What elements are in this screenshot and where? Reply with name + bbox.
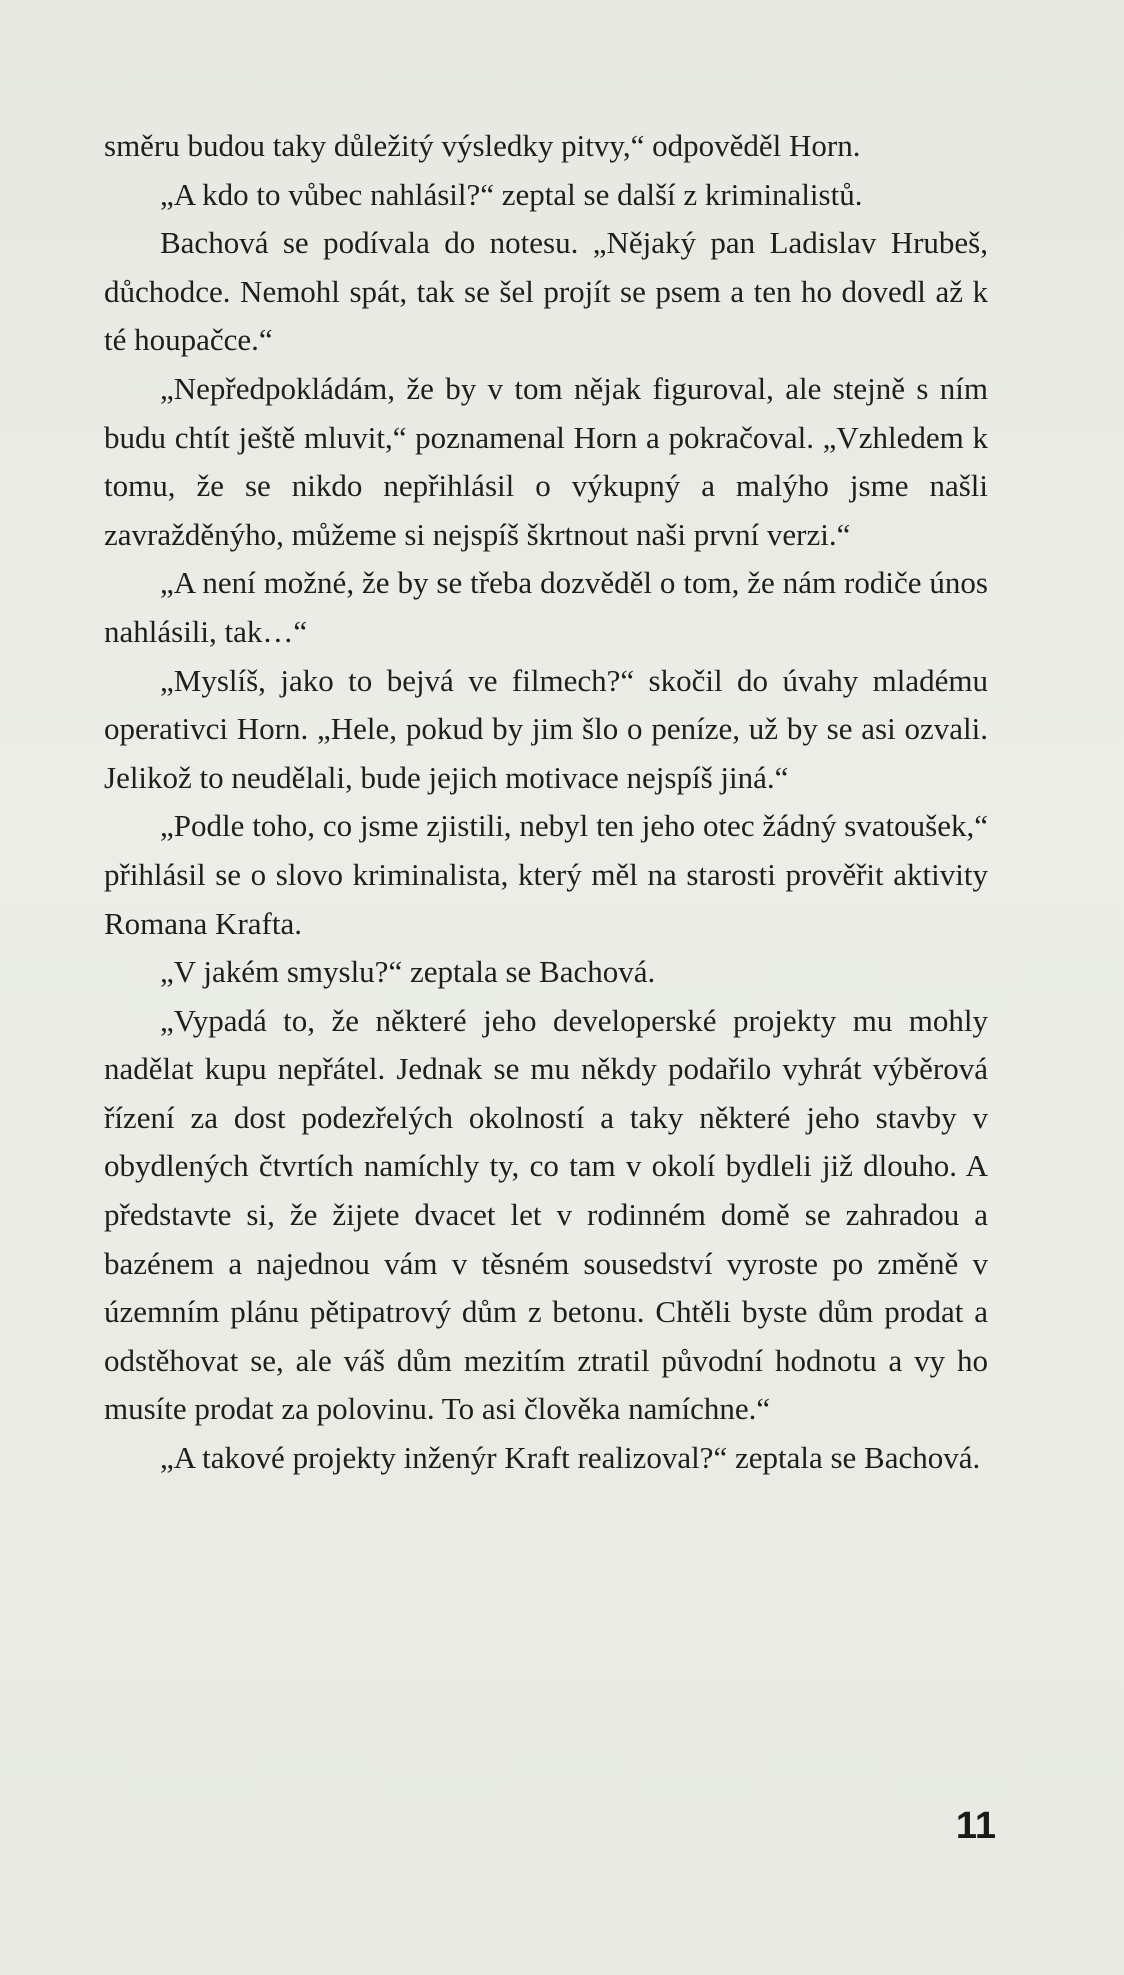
body-text (104, 122, 988, 1483)
paragraph: Bachová se podívala do notesu. „Nějaký pan Ladislav Hrubeš, důchodce. Nemohl spát, tak se šel projít se psem a ten ho dovedl až k té houpačce.“ (104, 225, 988, 358)
paragraph: „V jakém smyslu?“ zeptala se Bachová. (160, 954, 656, 990)
paragraph: směru budou taky důležitý výsledky pitvy,“ odpověděl Horn. (104, 128, 861, 163)
paragraph: „Nepředpokládám, že by v tom nějak figuroval, ale stejně s ním budu chtít ještě mluvit,“ poznamenal Horn a pokračoval. „Vzhledem k tomu, že se nikdo nepřihlásil o výkupný a malýho jsme našli zavražděnýho, můžeme si nejspíš škrtnout naši první verzi.“ (104, 370, 988, 552)
page-number: 11 (955, 1805, 996, 1847)
paragraph: „A kdo to vůbec nahlásil?“ zeptal se další z kriminalistů. (160, 176, 863, 212)
paragraph: „Vypadá to, že některé jeho developerské projekty mu mohly nadělat kupu nepřátel. Jednak se mu někdy podařilo vyhrát výběrová řízení za dost podezřelých okolností a taky některé jeho stavby v obydlených čtvrtích namíchly ty, co tam v okolí bydleli již dlouho. A představte si, že žijete dvacet let v rodinném domě se zahradou a bazénem a najednou vám v těsném sousedství vyroste po změně v územním plánu pětipatrový dům z betonu. Chtěli byste dům prodat a odstěhovat se, ale váš dům mezitím ztratil původní hodnotu a vy ho musíte prodat za polovinu. To asi člověka namíchne.“ (104, 1002, 988, 1427)
paragraph: „Podle toho, co jsme zjistili, nebyl ten jeho otec žádný svatoušek,“ přihlásil se o slovo kriminalista, který měl na starosti prověřit aktivity Romana Krafta. (104, 808, 988, 941)
paragraph: „A není možné, že by se třeba dozvěděl o tom, že nám rodiče únos nahlásili, tak…“ (104, 565, 988, 649)
paragraph: „A takové projekty inženýr Kraft realizoval?“ zeptala se Bachová. (160, 1440, 981, 1476)
paragraph: „Myslíš, jako to bejvá ve filmech?“ skočil do úvahy mladému operativci Horn. „Hele, pokud by jim šlo o peníze, už by se asi ozvali. Jelikož to neudělali, bude jejich motivace nejspíš jiná.“ (104, 662, 988, 795)
